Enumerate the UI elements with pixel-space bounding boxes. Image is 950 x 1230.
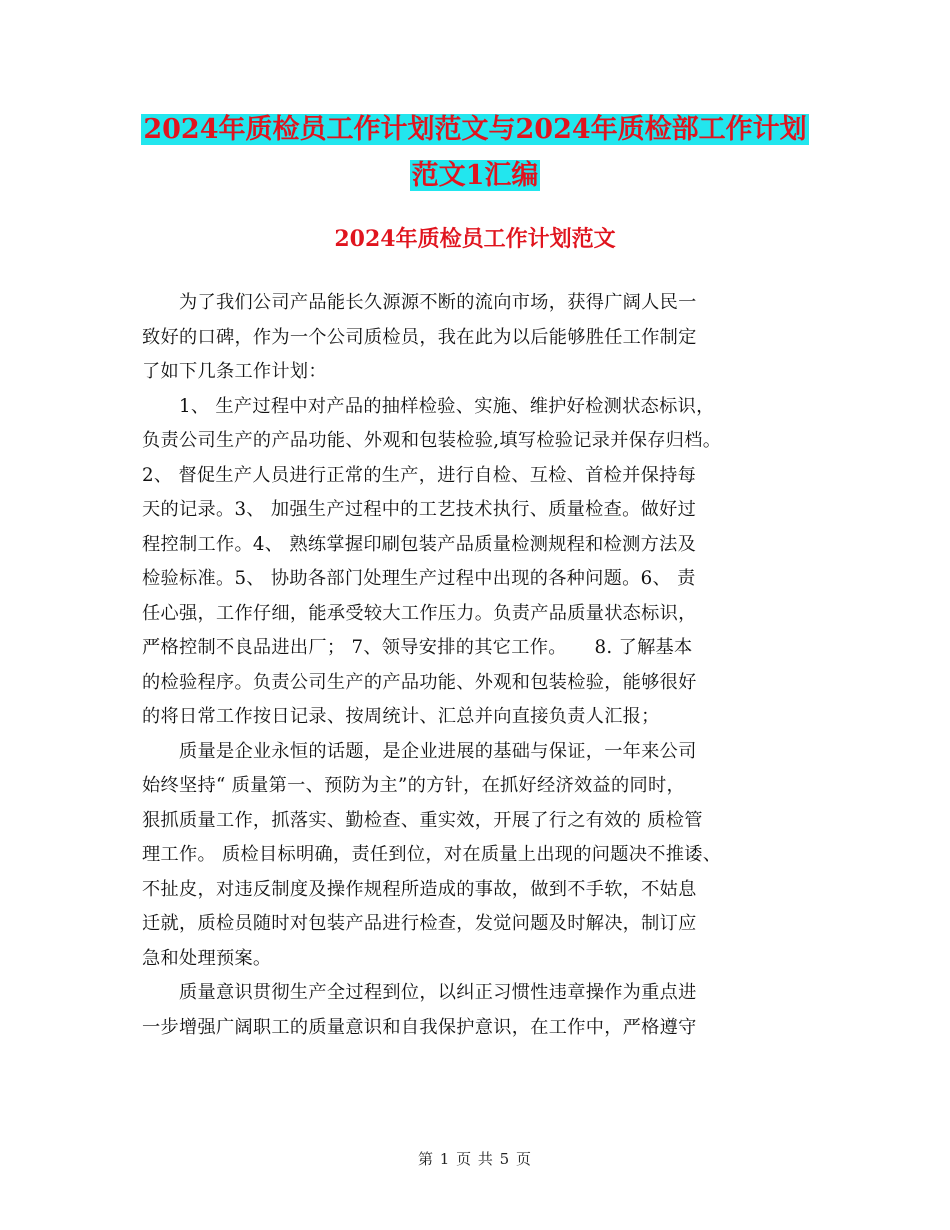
text-line: 为了我们公司产品能长久源源不断的流向市场，获得广阔人民一: [142, 292, 697, 313]
text-line: 检验标准。5、 协助各部门处理生产过程中出现的各种问题。6、 责: [142, 568, 696, 589]
text-line: 程控制工作。4、 熟练掌握印刷包装产品质量检测规程和检测方法及: [142, 533, 697, 555]
section-heading: 2024年质检员工作计划范文: [334, 226, 616, 252]
text-line: 了如下几条工作计划：: [142, 361, 327, 382]
document-title-line-2: [0, 154, 950, 198]
text-line: 1、 生产过程中对产品的抽样检验、实施、维护好检测状态标识，: [142, 395, 715, 417]
text-line: 严格控制不良品进出厂； 7、领导安排的其它工作。 8. 了解基本: [142, 637, 693, 658]
text-line: 迁就，质检员随时对包装产品进行检查，发觉问题及时解决，制订应: [142, 913, 697, 934]
text-line: 狠抓质量工作，抓落实、勤检查、重实效，开展了行之有效的 质检管: [142, 809, 703, 831]
text-line: 理工作。 质检目标明确，责任到位，对在质量上出现的问题决不推诿、: [142, 844, 722, 865]
page-number-footer: 第 1 页 共 5 页: [418, 1150, 532, 1168]
document-title-line-1: [0, 108, 950, 152]
text-line: 的将日常工作按日记录、按周统计、汇总并向直接负责人汇报；: [142, 706, 660, 727]
body-text: [142, 286, 822, 1045]
text-line: 天的记录。3、 加强生产过程中的工艺技术执行、质量检查。做好过: [142, 499, 697, 520]
text-line: 负责公司生产的产品功能、外观和包装检验,填写检验记录并保存归档。: [142, 430, 722, 451]
text-line: 始终坚持“ 质量第一、预防为主”的方针，在抓好经济效益的同时，: [142, 775, 685, 796]
text-line: 的检验程序。负责公司生产的产品功能、外观和包装检验，能够很好: [142, 671, 697, 693]
text-line: 质量意识贯彻生产全过程到位，以纠正习惯性违章操作为重点进: [142, 982, 697, 1003]
text-line: 任心强，工作仔细，能承受较大工作压力。负责产品质量状态标识，: [142, 602, 697, 624]
text-line: 不扯皮，对违反制度及操作规程所造成的事故，做到不手软，不姑息: [142, 878, 697, 900]
text-line: 一步增强广阔职工的质量意识和自我保护意识，在工作中，严格遵守: [142, 1016, 697, 1038]
document-title-text-1: 2024年质检员工作计划范文与2024年质检部工作计划: [143, 114, 807, 145]
text-line: 急和处理预案。: [142, 947, 272, 969]
text-line: 2、 督促生产人员进行正常的生产，进行自检、互检、首检并保持每: [142, 464, 697, 486]
text-line: 致好的口碑，作为一个公司质检员，我在此为以后能够胜任工作制定: [142, 326, 697, 348]
document-title-text-2: 范文1汇编: [411, 160, 539, 191]
text-line: 质量是企业永恒的话题，是企业进展的基础与保证，一年来公司: [142, 740, 697, 762]
